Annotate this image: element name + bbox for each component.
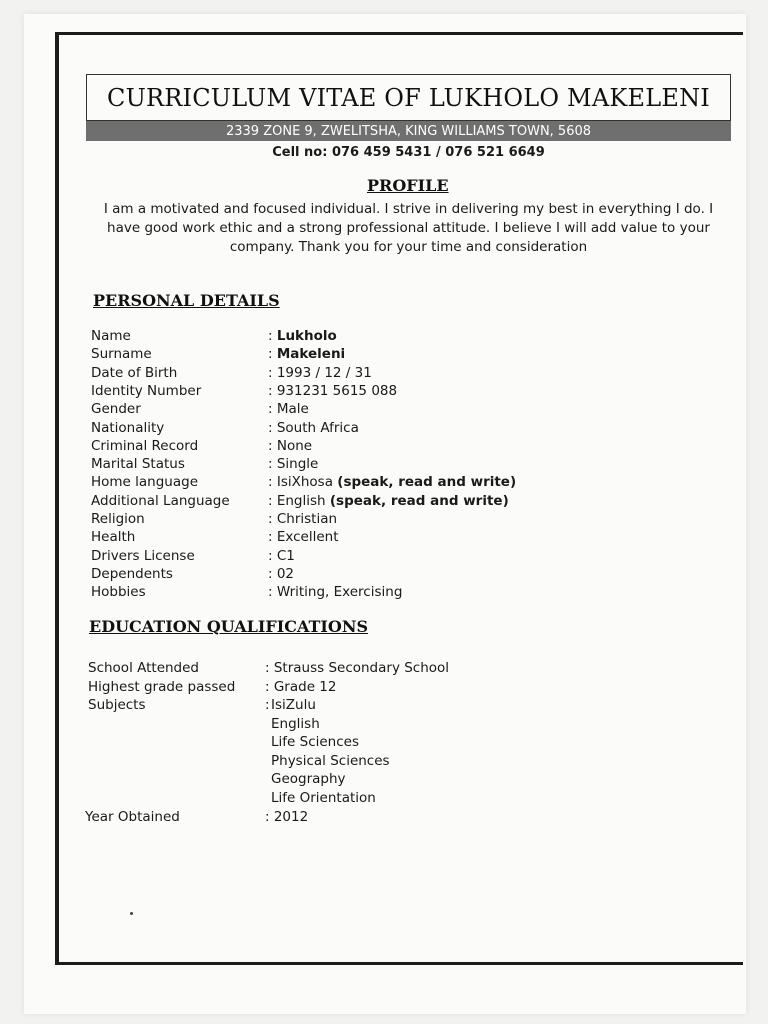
grade-label: Highest grade passed: [88, 679, 236, 695]
personal-value: : 931231 5615 088: [268, 383, 398, 399]
school-label: School Attended: [88, 660, 199, 676]
personal-value: : C1: [268, 548, 295, 564]
personal-value: : IsiXhosa (speak, read and write): [268, 474, 517, 490]
personal-value: : None: [268, 438, 313, 454]
subject-item: Life Orientation: [271, 790, 376, 806]
personal-label: Drivers License: [91, 548, 195, 564]
personal-value: : South Africa: [268, 420, 359, 436]
personal-value: : Christian: [268, 511, 338, 527]
personal-value: : Excellent: [268, 529, 339, 545]
year-value: : 2012: [265, 809, 309, 825]
subjects-row: [88, 697, 146, 713]
school-row: [88, 660, 199, 676]
school-value: : Strauss Secondary School: [265, 660, 450, 676]
year-label: Year Obtained: [85, 809, 180, 825]
subject-item: Life Sciences: [271, 734, 359, 750]
personal-value: : Makeleni: [268, 346, 346, 362]
personal-value: : Lukholo: [268, 328, 337, 344]
personal-label: Nationality: [91, 420, 165, 436]
personal-label: Criminal Record: [91, 438, 199, 454]
personal-label: Health: [91, 529, 136, 545]
personal-value: : Writing, Exercising: [268, 584, 403, 600]
year-row: [85, 809, 180, 825]
subjects-label: Subjects: [88, 697, 146, 713]
subject-item: IsiZulu: [271, 697, 316, 713]
personal-label: Marital Status: [91, 456, 185, 472]
personal-value: : 1993 / 12 / 31: [268, 365, 372, 381]
personal-label: Gender: [91, 401, 141, 417]
personal-label: Hobbies: [91, 584, 146, 600]
personal-label: Identity Number: [91, 383, 202, 399]
address-bar: 2339 ZONE 9, ZWELITSHA, KING WILLIAMS TOWN, 5608: [86, 121, 731, 141]
grade-value: : Grade 12: [265, 679, 337, 695]
personal-label: Date of Birth: [91, 365, 178, 381]
subject-item: English: [271, 716, 320, 732]
grade-row: [88, 679, 235, 695]
personal-label: Name: [91, 328, 131, 344]
stray-dot: [130, 912, 133, 915]
personal-label: Surname: [91, 346, 152, 362]
subjects-colon: :: [265, 697, 270, 713]
personal-label: Religion: [91, 511, 145, 527]
cv-title: CURRICULUM VITAE OF LUKHOLO MAKELENI: [86, 74, 731, 121]
subject-item: Physical Sciences: [271, 753, 390, 769]
personal-details-heading: PERSONAL DETAILS: [93, 291, 280, 310]
personal-label: Additional Language: [91, 493, 230, 509]
subject-item: Geography: [271, 771, 346, 787]
personal-value: : 02: [268, 566, 295, 582]
personal-value: : Male: [268, 401, 309, 417]
education-heading: EDUCATION QUALIFICATIONS: [89, 617, 368, 636]
profile-heading: PROFILE: [367, 176, 449, 195]
cell-number: Cell no: 076 459 5431 / 076 521 6649: [272, 145, 545, 160]
profile-text: I am a motivated and focused individual. I strive in delivering my best in everything I do. I have good work ethic and a strong professional attitude. I believe I will add value to your company. Thank you for your time and consideration: [103, 201, 714, 255]
personal-value: : Single: [268, 456, 319, 472]
personal-label: Dependents: [91, 566, 173, 582]
personal-value: : English (speak, read and write): [268, 493, 509, 509]
personal-label: Home language: [91, 474, 199, 490]
